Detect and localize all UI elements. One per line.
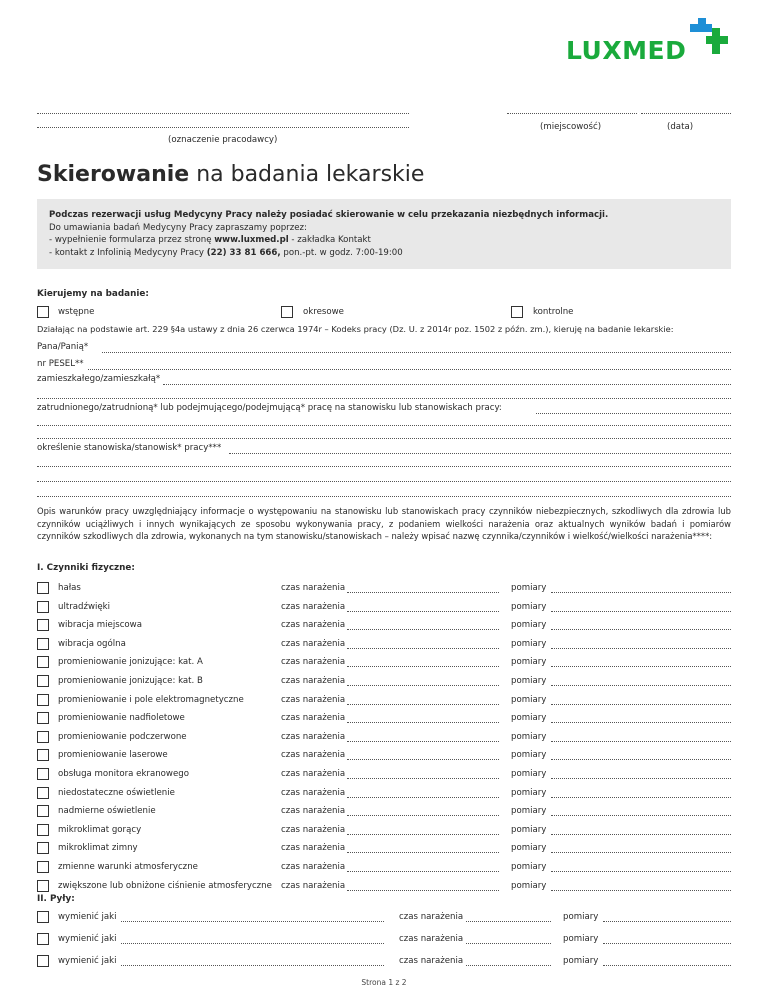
factor-checkbox[interactable] [37,712,49,724]
measurements-label: pomiary [511,806,547,817]
factor-label: promieniowanie jonizujące: kat. A [58,657,203,668]
exposure-time-label: czas narażenia [399,912,464,922]
factor-checkbox[interactable] [37,768,49,780]
exposure-time-field[interactable] [347,890,499,891]
pesel-label: nr PESEL** [37,359,84,369]
pesel-line[interactable] [88,369,731,370]
exposure-time-label: czas narażenia [281,713,346,724]
measurements-field[interactable] [551,797,731,798]
exposure-time-label: czas narażenia [281,862,346,872]
employer-line-1[interactable] [37,113,409,114]
exposure-time-label: czas narażenia [281,583,346,593]
measurements-field[interactable] [551,629,731,630]
page-number: Strona 1 z 2 [361,978,407,987]
measurements-field[interactable] [551,592,731,593]
dust-name-field[interactable] [121,921,384,922]
info-line-1: Podczas rezerwacji usług Medycyny Pracy należy posiadać skierowanie w celu przekazania niezbędnych informacji. [49,210,609,220]
place-label: (miejscowość) [540,122,602,132]
measurements-field[interactable] [551,815,731,816]
factor-checkbox[interactable] [37,824,49,836]
factor-checkbox[interactable] [37,638,49,650]
exposure-time-label: czas narażenia [281,676,346,686]
dust-name-field[interactable] [121,965,384,966]
exposure-time-label: czas narażenia [399,956,464,966]
dust-checkbox[interactable] [37,955,49,967]
factor-label: promieniowanie laserowe [58,750,168,761]
luxmed-plus-icon [690,16,730,56]
employed-line-1[interactable] [536,413,731,414]
measurements-label: pomiary [563,912,599,922]
exposure-time-field[interactable] [347,629,499,630]
factor-label: wibracja miejscowa [58,620,142,631]
position-label: określenie stanowiska/stanowisk* pracy*** [37,443,222,453]
exposure-time-field[interactable] [347,797,499,798]
employed-line-3[interactable] [37,438,731,439]
measurements-label: pomiary [511,676,547,686]
exposure-time-field[interactable] [347,871,499,872]
legal-basis: Działając na podstawie art. 229 §4a ustawy z dnia 26 czerwca 1974r – Kodeks pracy (Dz. U. z 2014r poz. 1502 z późn. zm.), kieruję na badanie lekarskie: [37,324,674,334]
factor-label: hałas [58,583,81,593]
measurements-label: pomiary [511,824,547,835]
conditions-description: Opis warunków pracy uwzględniający informacje o występowaniu na stanowisku lub stanowiskach pracy czynników niebezpiecznych, szkodliwych dla zdrowia lub czynników uciążliwych i innych wynikających ze sposobu wykonywania pracy, z podaniem wielkości narażenia oraz aktualnych wyników badań i pomiarów czynników szkodliwych dla zdrowia, wykonanych na tym stanowisku/stanowiskach – należy wpisać nazwę czynnika/czynników i wielkość/wielkości narażenia****: [37,506,731,542]
factor-checkbox[interactable] [37,731,49,743]
exposure-time-label: czas narażenia [281,620,346,631]
measurements-label: pomiary [511,620,547,631]
factor-checkbox[interactable] [37,694,49,706]
page-title: Skierowanie na badania lekarskie [37,162,425,187]
exposure-time-field[interactable] [347,852,499,853]
measurements-label: pomiary [511,787,547,798]
measurements-label: pomiary [511,638,547,649]
address-line-1[interactable] [163,384,731,385]
measurements-field[interactable] [551,741,731,742]
exposure-time-field[interactable] [466,965,551,966]
employer-label: (oznaczenie pracodawcy) [168,135,278,145]
factor-label: zmienne warunki atmosferyczne [58,862,198,872]
section1-heading: I. Czynniki fizyczne: [37,563,135,573]
measurements-label: pomiary [511,694,547,705]
exposure-time-label: czas narażenia [281,694,346,705]
exposure-time-label: czas narażenia [399,934,464,944]
measurements-label: pomiary [511,731,547,742]
info-box [37,199,731,269]
exposure-time-field[interactable] [347,722,499,723]
info-line-4: - kontakt z Infolinią Medycyny Pracy (22) 33 81 666, pon.-pt. w godz. 7:00-19:00 [49,247,403,258]
date-label: (data) [667,122,694,132]
factor-label: promieniowanie podczerwone [58,731,187,742]
factor-checkbox[interactable] [37,675,49,687]
factor-checkbox[interactable] [37,656,49,668]
option-okresowe: okresowe [303,307,344,317]
name-line[interactable] [102,352,731,353]
measurements-field[interactable] [551,778,731,779]
checkbox-kontrolne[interactable] [511,306,523,318]
measurements-field[interactable] [551,704,731,705]
exposure-time-field[interactable] [347,815,499,816]
exposure-time-label: czas narażenia [281,824,346,835]
measurements-label: pomiary [511,583,547,593]
measurements-field[interactable] [551,890,731,891]
measurements-label: pomiary [511,601,547,612]
exposure-time-field[interactable] [347,592,499,593]
factor-label: mikroklimat gorący [58,824,142,835]
place-line[interactable] [507,113,637,114]
exposure-time-label: czas narażenia [281,657,346,668]
exposure-time-label: czas narażenia [281,806,346,817]
factor-label: mikroklimat zimny [58,843,138,854]
factor-label: wibracja ogólna [58,638,126,649]
measurements-label: pomiary [511,657,547,668]
factor-label: niedostateczne oświetlenie [58,787,175,798]
factor-checkbox[interactable] [37,861,49,873]
option-wstepne: wstępne [58,307,95,317]
exposure-time-label: czas narażenia [281,731,346,742]
luxmed-logo-text: LUXMED [566,36,687,65]
measurements-label: pomiary [511,880,547,891]
measurements-field[interactable] [551,722,731,723]
exposure-time-label: czas narażenia [281,601,346,612]
exposure-time-label: czas narażenia [281,769,346,779]
position-line-1[interactable] [229,453,731,454]
employed-line-2[interactable] [37,425,731,426]
dust-name-label: wymienić jaki [58,956,117,966]
name-label: Pana/Panią* [37,342,89,352]
measurements-label: pomiary [511,769,547,779]
exposure-time-label: czas narażenia [281,787,346,798]
exposure-time-field[interactable] [347,759,499,760]
employer-line-2[interactable] [37,127,409,128]
exposure-time-field[interactable] [347,778,499,779]
measurements-label: pomiary [511,713,547,724]
exposure-time-field[interactable] [347,834,499,835]
measurements-label: pomiary [511,862,547,872]
factor-checkbox[interactable] [37,619,49,631]
measurements-label: pomiary [563,956,599,966]
dust-name-label: wymienić jaki [58,934,117,944]
measurements-field[interactable] [603,943,731,944]
measurements-field[interactable] [551,666,731,667]
checkbox-wstepne[interactable] [37,306,49,318]
exposure-time-field[interactable] [466,921,551,922]
referral-heading: Kierujemy na badanie: [37,289,149,299]
position-line-4[interactable] [37,496,731,497]
factor-checkbox[interactable] [37,749,49,761]
dust-name-field[interactable] [121,943,384,944]
exposure-time-field[interactable] [466,943,551,944]
measurements-label: pomiary [563,934,599,944]
factor-label: obsługa monitora ekranowego [58,769,189,779]
date-line[interactable] [641,113,731,114]
option-kontrolne: kontrolne [533,307,574,317]
factor-checkbox[interactable] [37,601,49,613]
factor-label: ultradźwięki [58,601,111,612]
factor-label: nadmierne oświetlenie [58,806,156,817]
dust-checkbox[interactable] [37,933,49,945]
dust-name-label: wymienić jaki [58,912,117,922]
measurements-field[interactable] [551,871,731,872]
section2-heading: II. Pyły: [37,894,75,904]
address-line-2[interactable] [37,398,731,399]
info-line-3: - wypełnienie formularza przez stronę www.luxmed.pl - zakładka Kontakt [49,235,371,246]
factor-label: zwiększone lub obniżone ciśnienie atmosferyczne [58,880,272,891]
employed-label: zatrudnionego/zatrudnioną* lub podejmującego/podejmującą* pracę na stanowisku lub stanowiskach pracy: [37,403,502,413]
factor-label: promieniowanie nadfioletowe [58,713,185,724]
exposure-time-label: czas narażenia [281,843,346,854]
exposure-time-field[interactable] [347,741,499,742]
factor-checkbox[interactable] [37,880,49,892]
factor-label: promieniowanie i pole elektromagnetyczne [58,694,244,705]
factor-checkbox[interactable] [37,787,49,799]
address-label: zamieszkałego/zamieszkałą* [37,374,161,384]
exposure-time-field[interactable] [347,611,499,612]
dust-checkbox[interactable] [37,911,49,923]
measurements-field[interactable] [551,834,731,835]
measurements-field[interactable] [603,921,731,922]
measurements-field[interactable] [551,648,731,649]
factor-checkbox[interactable] [37,805,49,817]
exposure-time-label: czas narażenia [281,638,346,649]
measurements-field[interactable] [551,759,731,760]
measurements-label: pomiary [511,750,547,761]
exposure-time-field[interactable] [347,666,499,667]
measurements-field[interactable] [551,611,731,612]
exposure-time-field[interactable] [347,648,499,649]
factor-checkbox[interactable] [37,582,49,594]
position-line-2[interactable] [37,466,731,467]
exposure-time-field[interactable] [347,704,499,705]
checkbox-okresowe[interactable] [281,306,293,318]
factor-checkbox[interactable] [37,842,49,854]
measurements-field[interactable] [551,685,731,686]
measurements-field[interactable] [603,965,731,966]
measurements-label: pomiary [511,843,547,854]
factor-label: promieniowanie jonizujące: kat. B [58,676,203,686]
exposure-time-label: czas narażenia [281,750,346,761]
exposure-time-label: czas narażenia [281,880,346,891]
measurements-field[interactable] [551,852,731,853]
info-line-2: Do umawiania badań Medycyny Pracy zapraszamy poprzez: [49,222,307,233]
position-line-3[interactable] [37,481,731,482]
exposure-time-field[interactable] [347,685,499,686]
